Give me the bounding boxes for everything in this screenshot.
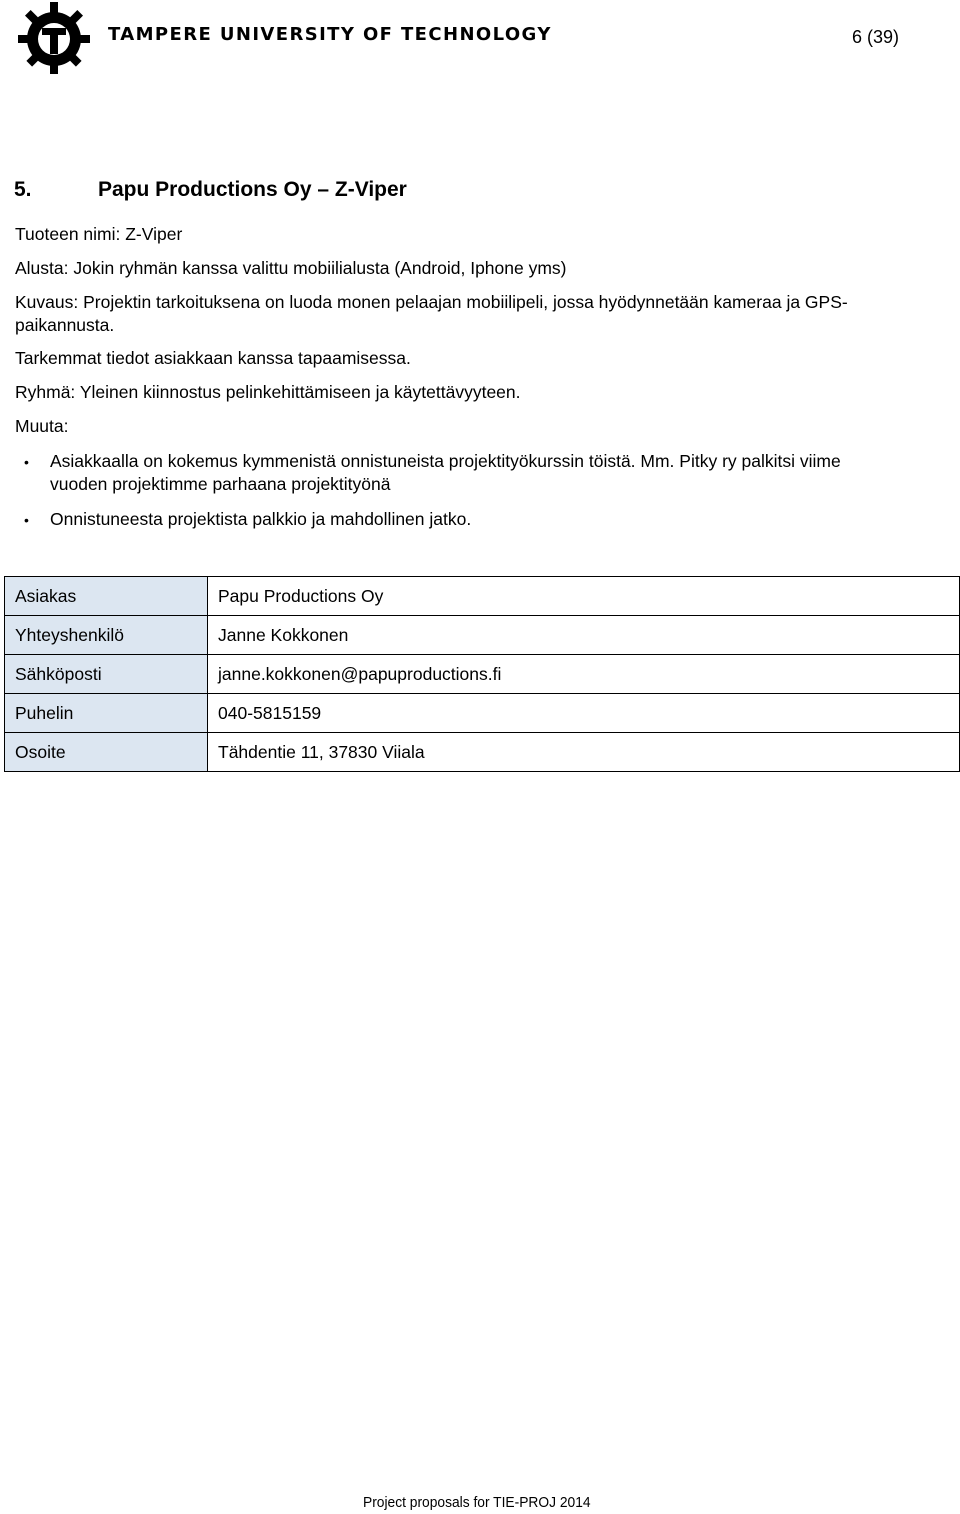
value-address: Tähdentie 11, 37830 Viiala [208, 733, 960, 772]
product-name: Tuoteen nimi: Z-Viper [15, 224, 183, 244]
bullet-icon: • [24, 454, 29, 470]
platform: Alusta: Jokin ryhmän kanssa valittu mobiilialusta (Android, Iphone yms) [15, 258, 567, 278]
table-row [5, 655, 960, 694]
value-client: Papu Productions Oy [208, 577, 960, 616]
group-interest: Ryhmä: Yleinen kiinnostus pelinkehittämiseen ja käytettävyyteen. [15, 382, 521, 402]
label-client: Asiakas [5, 577, 208, 616]
description-line-2: paikannusta. [15, 315, 115, 335]
value-email: janne.kokkonen@papuproductions.fi [208, 655, 960, 694]
bullet-icon: • [24, 512, 29, 528]
section-title: Papu Productions Oy – Z-Viper [98, 178, 407, 201]
page-number: 6 (39) [852, 27, 900, 47]
label-phone: Puhelin [5, 694, 208, 733]
list-item-line: vuoden projektimme parhaana projektityönä [50, 474, 391, 494]
list-item-line: Onnistuneesta projektista palkkio ja mahdollinen jatko. [50, 509, 472, 529]
label-email: Sähköposti [5, 655, 208, 694]
value-contact-person: Janne Kokkonen [208, 616, 960, 655]
meeting-details: Tarkemmat tiedot asiakkaan kanssa tapaamisessa. [15, 348, 411, 368]
university-name: TAMPERE UNIVERSITY OF TECHNOLOGY [108, 24, 552, 45]
other-label: Muuta: [15, 416, 69, 436]
page-footer: Project proposals for TIE-PROJ 2014 [363, 1494, 591, 1511]
table-row [5, 616, 960, 655]
tut-gear-logo-icon [16, 2, 90, 74]
section-heading [14, 178, 407, 202]
table-row [5, 577, 960, 616]
label-address: Osoite [5, 733, 208, 772]
section-number: 5. [14, 178, 32, 201]
value-phone: 040-5815159 [208, 694, 960, 733]
table-row [5, 733, 960, 772]
list-item-line: Asiakkaalla on kokemus kymmenistä onnistuneista projektityökurssin töistä. Mm. Pitky ry palkitsi viime [50, 451, 841, 471]
table-row [5, 694, 960, 733]
label-contact-person: Yhteyshenkilö [5, 616, 208, 655]
description-line-1: Kuvaus: Projektin tarkoituksena on luoda monen pelaajan mobiilipeli, jossa hyödynnetään kameraa ja GPS- [15, 292, 848, 312]
contact-table [4, 576, 960, 772]
